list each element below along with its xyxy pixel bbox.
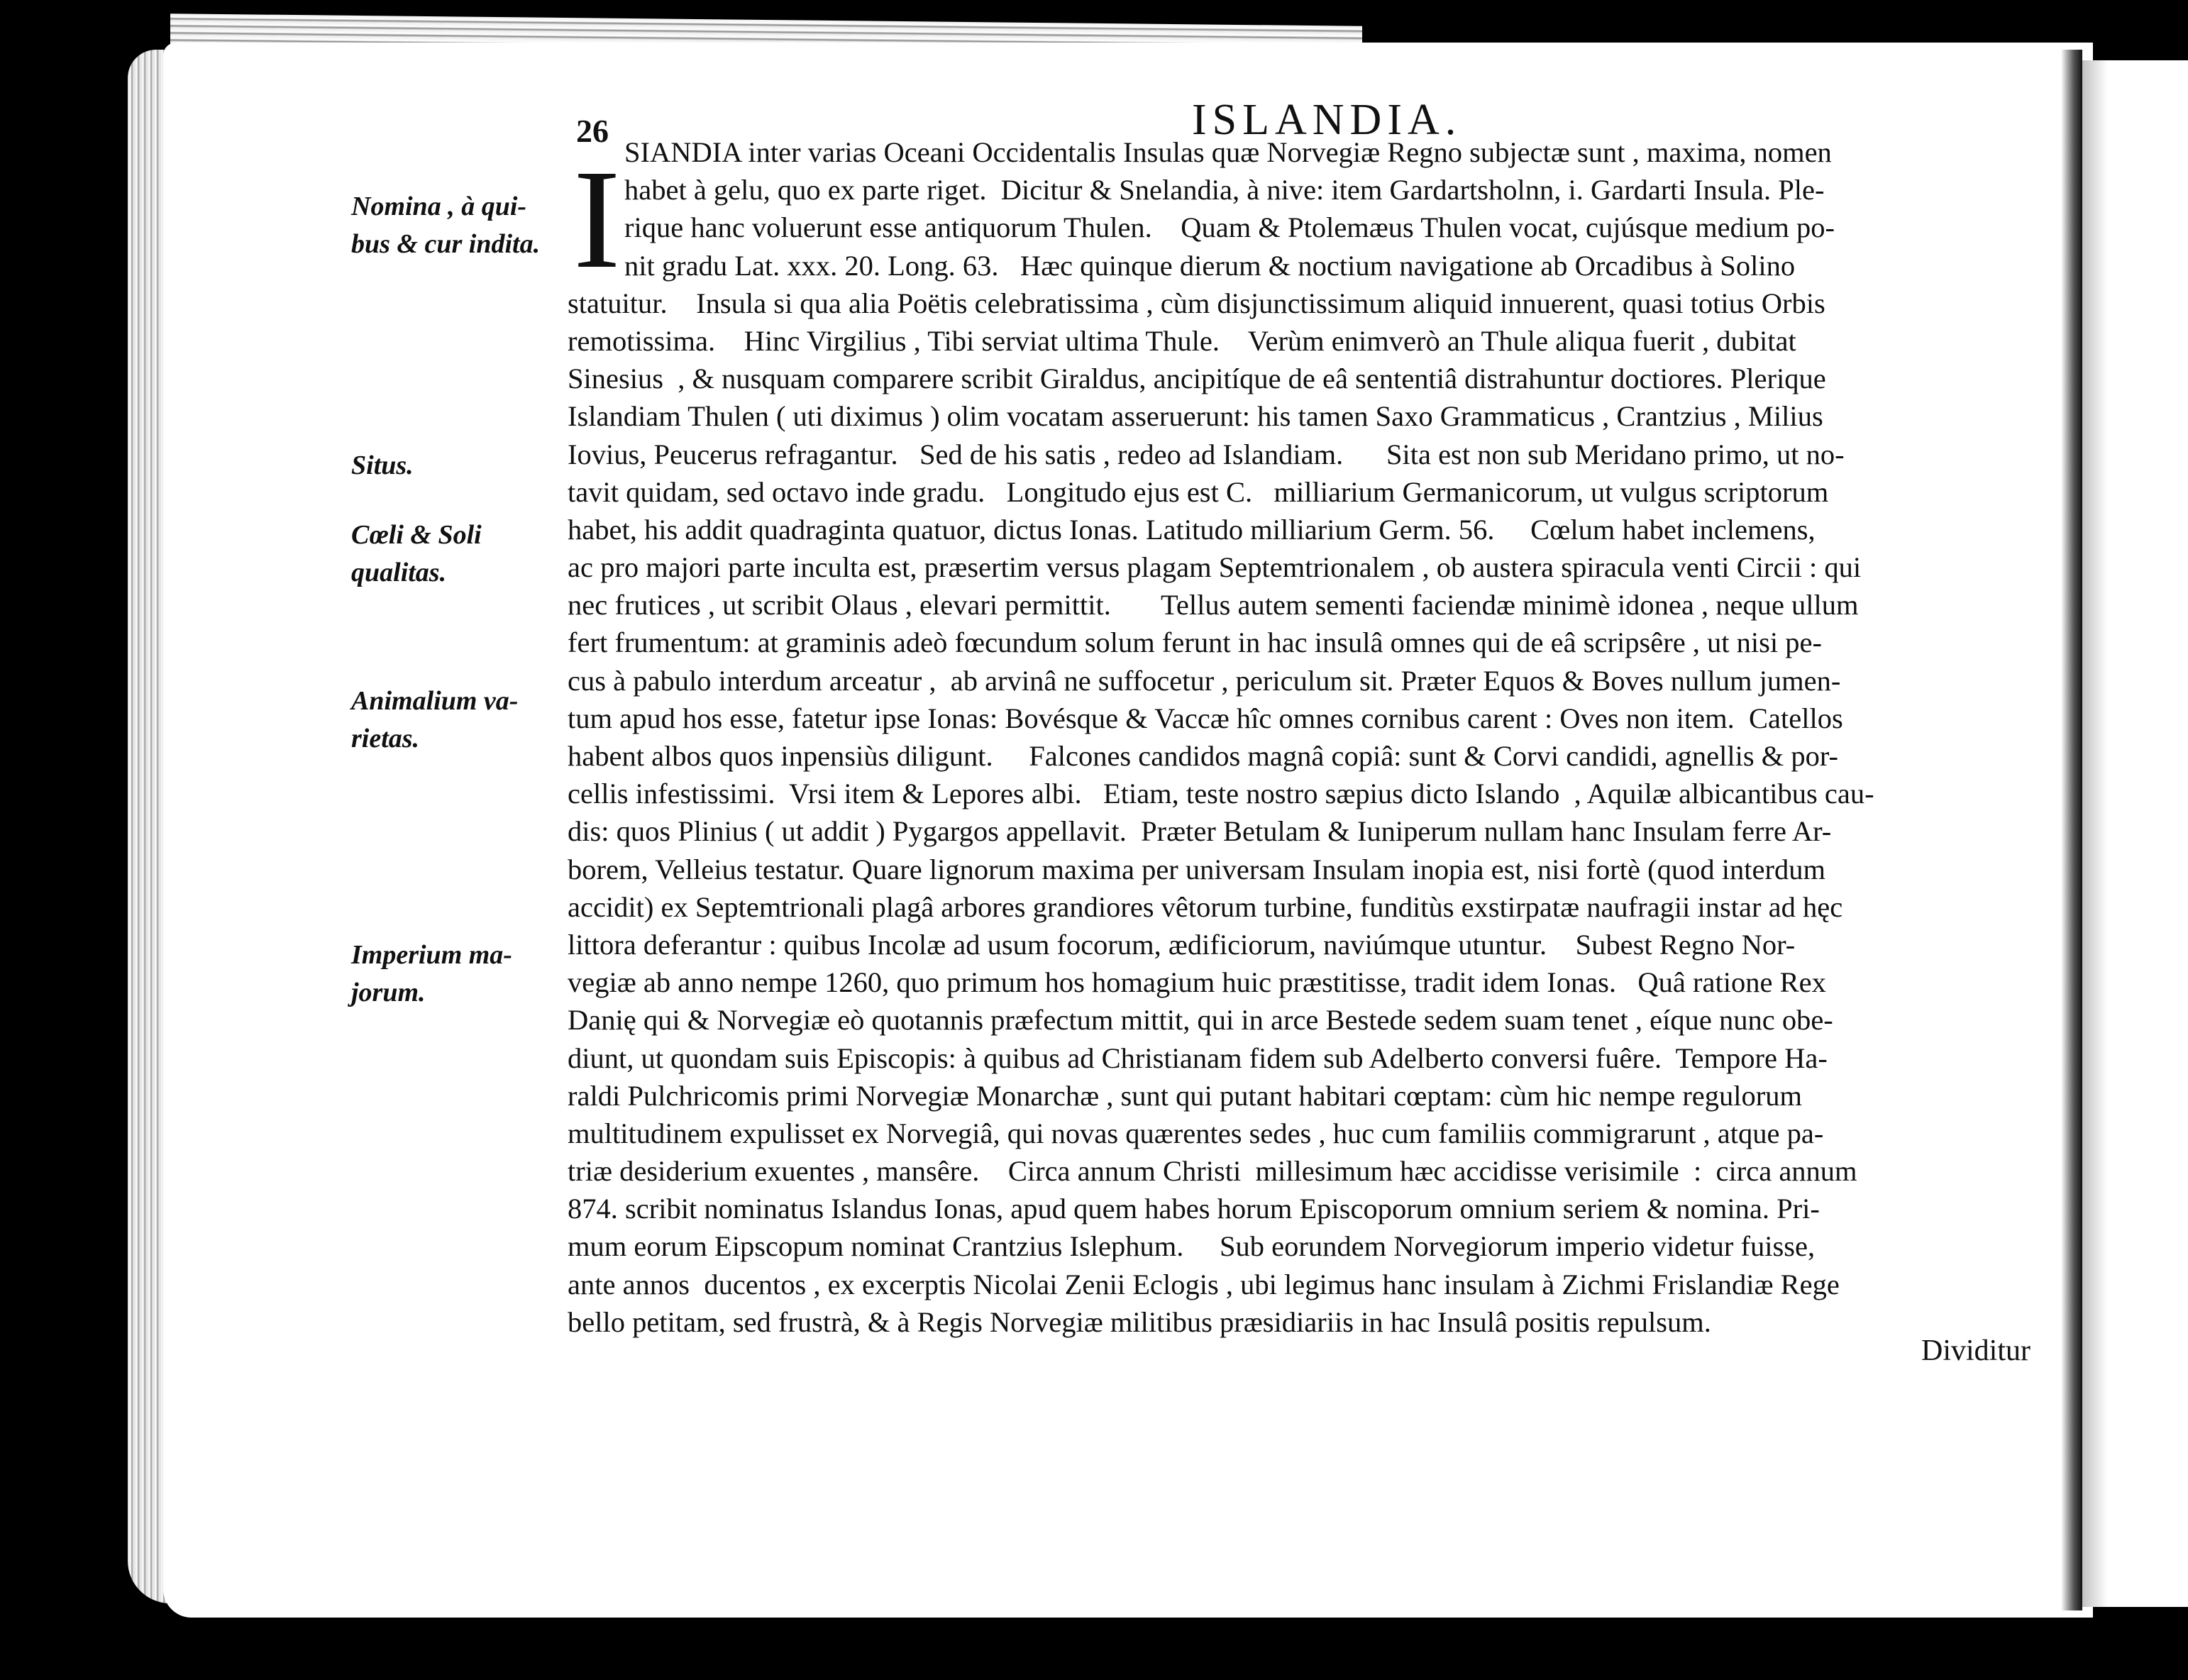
body-line: ac pro majori parte inculta est, præsertim versus plagam Septemtrionalem , ob austera spiracula venti Circii : qui [568,551,1862,584]
drop-cap-initial: I [573,141,621,298]
body-line: dis: quos Plinius ( ut addit ) Pygargos appellavit. Præter Betulam & Iuniperum nullam hanc Insulam ferre Ar- [568,815,1832,848]
body-line: habent albos quos inpensiùs diligunt. Falcones candidos magnâ copiâ: sunt & Corvi candidi, agnellis & por- [568,740,1839,772]
margin-note-line: Situs. [351,451,414,480]
body-line: 874. scribit nominatus Islandus Ionas, apud quem habes horum Episcoporum omnium seriem & nomina. Pri- [568,1193,1820,1225]
running-head: ISLANDIA. [1192,96,1462,144]
body-line: accidit) ex Septemtrionali plagâ arbores grandiores vêtorum turbine, funditùs exstirpatæ naufragii instar ad hęc [568,890,1843,923]
margin-note-imperium [351,936,564,1012]
margin-note-line: bus & cur indita. [351,229,541,259]
body-line: diunt, ut quondam suis Episcopis: à quibus ad Christianam fidem sub Adelberto conversi fuêre. Tempore Ha- [568,1041,1828,1074]
body-line: statuitur. Insula si qua alia Poëtis celebratissima , cùm disjunctissimum aliquid innuerent, quasi totius Orbis [568,287,1825,319]
body-line: triæ desiderium exuentes , mansêre. Circa annum Christi millesimum hæc accidisse verisimile : circa annum [568,1155,1857,1188]
body-line: remotissima. Hinc Virgilius , Tibi serviat ultima Thule. Verùm enimverò an Thule aliqua fuerit , dubitat [568,324,1796,357]
body-line: Islandiam Thulen ( uti diximus ) olim vocatam asseruerunt: his tamen Saxo Grammaticus , Crantzius , Milius [568,400,1823,433]
body-line: rique hanc voluerunt esse antiquorum Thulen. Quam & Ptolemæus Thulen vocat, cujúsque medium po- [624,211,1835,244]
body-line: nit gradu Lat. xxx. 20. Long. 63. Hæc quinque dierum & noctium navigatione ab Orcadibus à Solino [624,249,1796,282]
body-line: habet à gelu, quo ex parte riget. Dicitur & Snelandia, à nive: item Gardartsholnn, i. Gardarti Insula. Ple- [624,174,1825,206]
margin-note-coeli [351,516,564,592]
body-line: habet, his addit quadraginta quatuor, dictus Ionas. Latitudo milliarium Germ. 56. Cœlum habet inclemens, [568,513,1816,546]
body-line: ante annos ducentos , ex excerptis Nicolai Zenii Eclogis , ubi legimus hanc insulam à Zichmi Frislandiæ Rege [568,1268,1840,1300]
body-line: borem, Velleius testatur. Quare lignorum maxima per universam Insulam inopia est, nisi fortè (quod interdum [568,853,1825,885]
catchword: Dividitur [1921,1334,2030,1367]
margin-note-animalium [351,682,564,758]
facing-page-edge [2065,60,2188,1607]
body-line: Danię qui & Norvegiæ eò quotannis præfectum mittit, qui in arce Bestede sedem suam tenet , eíque nunc obe- [568,1004,1833,1037]
body-line: cellis infestissimi. Vrsi item & Lepores albi. Etiam, teste nostro sæpius dicto Islando , Aquilæ albicantibus cau- [568,778,1874,810]
body-line: bello petitam, sed frustrà, & à Regis Norvegiæ militibus præsidiariis in hac Insulâ positis repulsum. [568,1305,1711,1338]
margin-note-line: Nomina , à qui- [351,192,527,221]
body-line: SIANDIA inter varias Oceani Occidentalis Insulas quæ Norvegiæ Regno subjectæ sunt , maxima, nomen [624,136,1832,168]
body-line: mum eorum Eipscopum nominat Crantzius Islephum. Sub eorundem Norvegiorum imperio videtur fuisse, [568,1230,1816,1263]
margin-note-situs [351,447,564,485]
margin-note-line: Animalium va- [351,686,519,716]
gutter-shadow [2061,50,2082,1610]
body-line: Iovius, Peucerus refragantur. Sed de his satis , redeo ad Islandiam. Sita est non sub Meridano primo, ut no- [568,438,1845,470]
body-line: cus à pabulo interdum arceatur , ab arvinâ ne suffocetur , periculum sit. Præter Equos & Boves nullum jumen- [568,664,1841,697]
body-line: tavit quidam, sed octavo inde gradu. Longitudo ejus est C. milliarium Germanicorum, ut vulgus scriptorum [568,475,1829,508]
body-line: fert frumentum: at graminis adeò fœcundum solum ferunt in hac insulâ omnes qui de eâ scripsêre , ut nisi pe- [568,626,1823,659]
body-line: nec frutices , ut scribit Olaus , elevari permittit. Tellus autem sementi faciendæ minimè idonea , neque ullum [568,589,1859,621]
body-line: littora deferantur : quibus Incolæ ad usum focorum, ædificiorum, naviúmque utuntur. Subest Regno Nor- [568,928,1796,961]
margin-note-nomina [351,188,564,263]
margin-note-line: Cœli & Soli [351,520,482,550]
margin-note-line: rietas. [351,724,420,753]
body-line: Sinesius , & nusquam comparere scribit Giraldus, ancipitíque de eâ sententiâ distrahuntur doctiores. Plerique [568,363,1826,395]
body-line: raldi Pulchricomis primi Norvegiæ Monarchæ , sunt qui putant habitari cœptam: cùm hic nempe regulorum [568,1079,1803,1112]
body-line: tum apud hos esse, fatetur ipse Ionas: Bovésque & Vaccæ hîc omnes cornibus carent : Oves non item. Catellos [568,702,1843,734]
body-line: vegiæ ab anno nempe 1260, quo primum hos homagium huic præstitisse, tradit idem Ionas. Quâ ratione Rex [568,966,1826,999]
margin-note-line: jorum. [351,978,426,1007]
page-number: 26 [576,113,609,149]
margin-note-line: qualitas. [351,558,447,587]
margin-note-line: Imperium ma- [351,940,512,970]
body-text [568,133,2057,1341]
body-line: multitudinem expulisset ex Norvegiâ, qui novas quærentes sedes , huc cum familiis commigrarunt , atque pa- [568,1117,1824,1149]
